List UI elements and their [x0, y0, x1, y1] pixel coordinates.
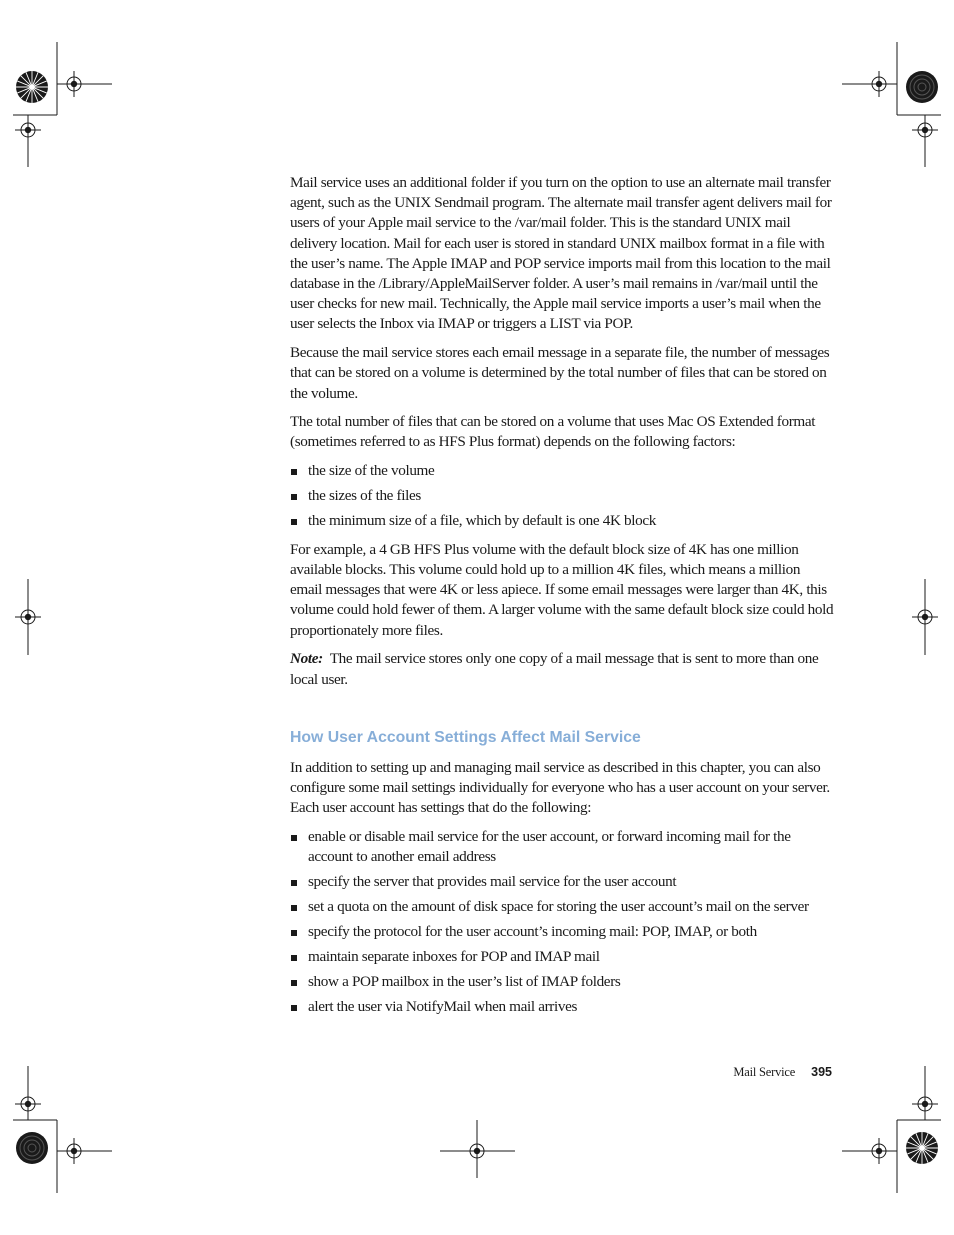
paragraph-example: For example, a 4 GB HFS Plus volume with the default block size of 4K has one million available blocks. This volume could hold up to a million 4K files, which means a million email messages that were 4K or less apiece. If some email messages were larger than 4K, this volume could hold fewer of them. A larger volume with the same default block size could hold proportionately more files.: [290, 540, 834, 639]
page-body: [290, 173, 835, 1026]
section-intro: In addition to setting up and managing mail service as described in this chapter, you can also configure some mail settings individually for everyone who has a user account on your server. Each user account has settings that do the following:: [290, 758, 830, 817]
paragraph-alternate-mta: Mail service uses an additional folder if you turn on the option to use an alternate mail transfer agent, such as the UNIX Sendmail program. The alternate mail transfer agent delivers mail for users of your Apple mail service to the /var/mail folder. This is the standard UNIX mail delivery location. Mail for each user is stored in standard UNIX mailbox format in a file with the user’s name. The Apple IMAP and POP service imports mail from this location to the mail database in the /Library/AppleMailServer folder. A user’s mail remains in /var/mail until the user checks for new mail. Technically, the Apple mail service imports a user’s mail when the user selects the Inbox via IMAP or triggers a LIST via POP.: [290, 174, 832, 333]
list-item: enable or disable mail service for the user account, or forward incoming mail for the account to another email address: [290, 827, 835, 867]
target-mark: [16, 1132, 48, 1164]
list-item: the size of the volume: [290, 461, 835, 481]
note-text: The mail service stores only one copy of a mail message that is sent to more than one local user.: [290, 650, 819, 688]
page-footer: [733, 1063, 832, 1081]
list-item: the sizes of the files: [290, 486, 835, 506]
factors-list: [290, 461, 835, 531]
note-label: Note:: [290, 650, 323, 668]
list-item: alert the user via NotifyMail when mail arrives: [290, 997, 835, 1017]
target-mark: [906, 71, 938, 103]
list-item: the minimum size of a file, which by default is one 4K block: [290, 511, 835, 531]
user-settings-list: [290, 827, 835, 1017]
section-heading: How User Account Settings Affect Mail Service: [290, 728, 641, 746]
starburst-mark: [906, 1132, 938, 1164]
footer-chapter-title: Mail Service: [733, 1065, 796, 1079]
note: [290, 649, 835, 689]
page-number: 395: [811, 1065, 832, 1079]
list-item: show a POP mailbox in the user’s list of IMAP folders: [290, 972, 835, 992]
list-item: maintain separate inboxes for POP and IMAP mail: [290, 947, 835, 967]
list-item: specify the protocol for the user account’s incoming mail: POP, IMAP, or both: [290, 922, 835, 942]
list-item: specify the server that provides mail service for the user account: [290, 872, 835, 892]
paragraph-hfs-factors: The total number of files that can be stored on a volume that uses Mac OS Extended format (sometimes referred to as HFS Plus format) depends on the following factors:: [290, 413, 816, 451]
list-item: set a quota on the amount of disk space for storing the user account’s mail on the server: [290, 897, 835, 917]
paragraph-file-storage: Because the mail service stores each email message in a separate file, the number of messages that can be stored on a volume is determined by the total number of files that can be stored on the volume.: [290, 344, 830, 402]
starburst-mark: [16, 71, 48, 103]
